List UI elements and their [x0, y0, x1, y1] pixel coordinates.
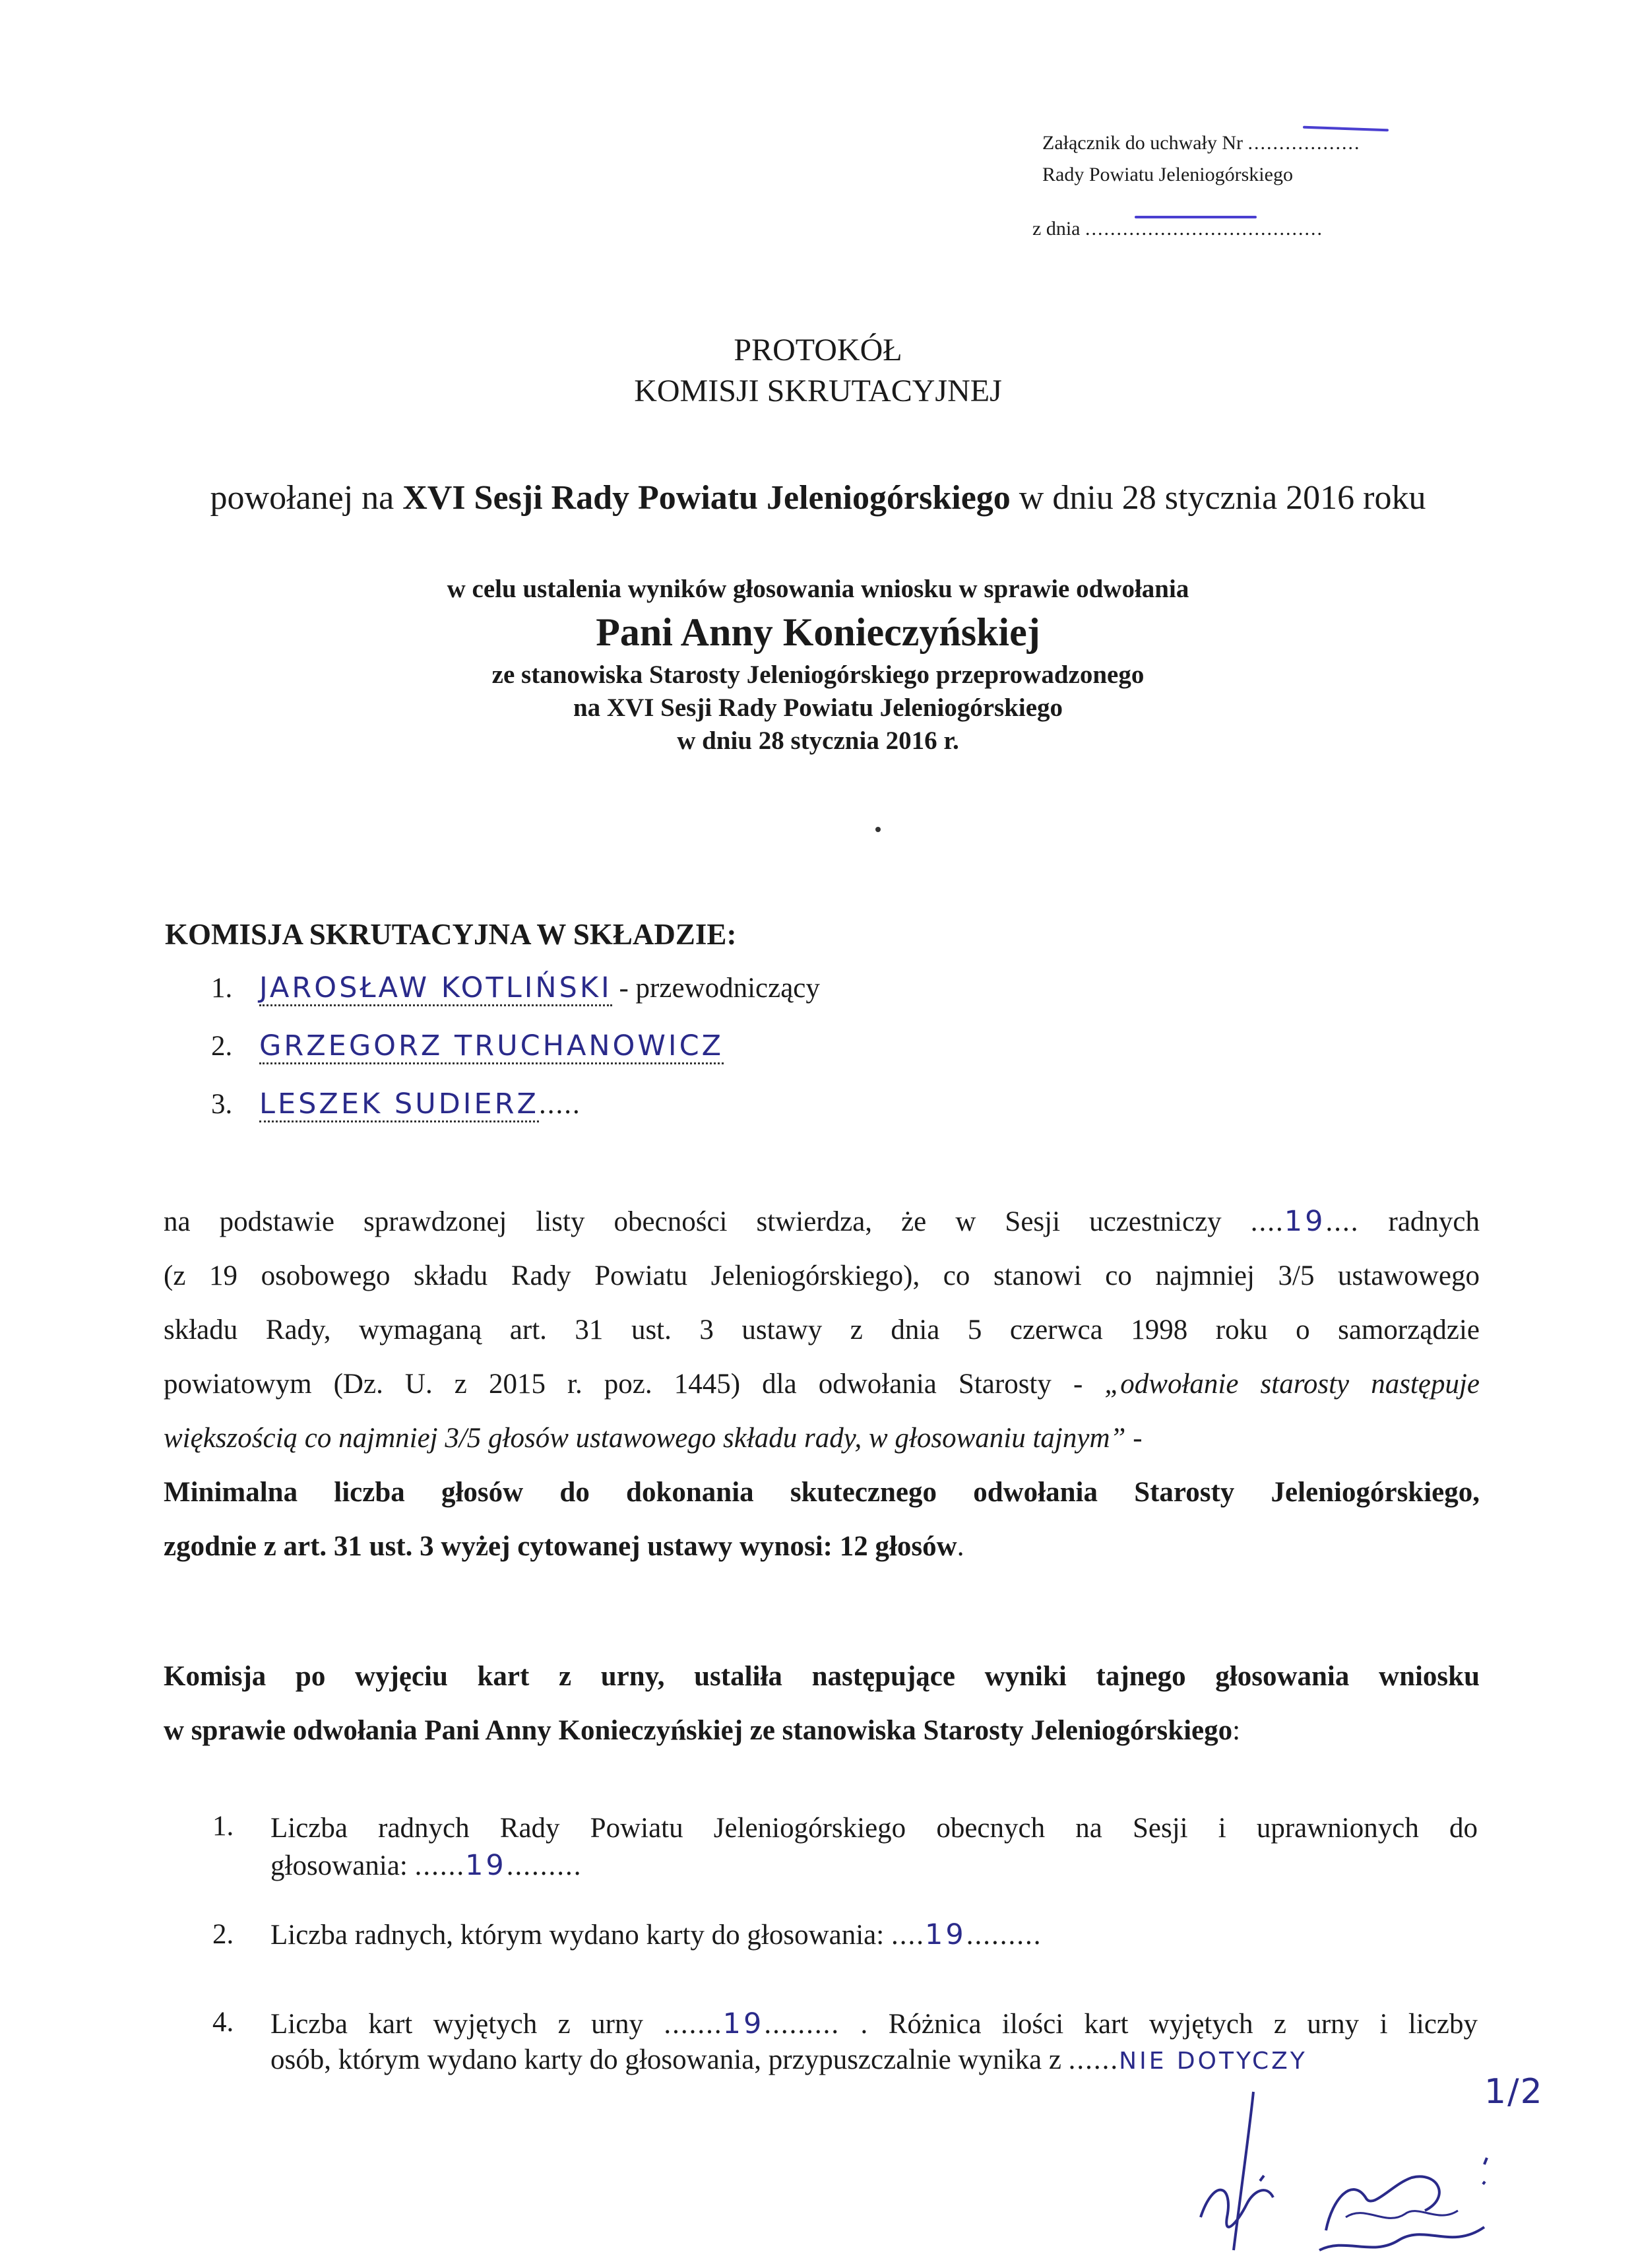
title-line-2: KOMISJI SKRUTACYJNEJ	[634, 373, 1002, 408]
purpose-line-4: na XVI Sesji Rady Powiatu Jeleniogórskiego	[573, 694, 1063, 722]
result-item-4: Liczba kart wyjętych z urny .......19......... . Różnica ilości kart wyjętych z urny i liczby osób, którym wydano karty do głosowania, przypuszczalnie wynika z ......NIE DOTYCZY	[270, 2007, 1478, 2075]
purpose-line-5: w dniu 28 stycznia 2016 r.	[677, 727, 959, 755]
pen-dash-mark	[1303, 126, 1389, 132]
result-2-value-handwritten: 19	[924, 1918, 966, 1951]
minimum-votes-line-2: zgodnie z art. 31 ust. 3 wyżej cytowanej ustawy wynosi: 12 głosów	[164, 1531, 957, 1562]
purpose-line-1: w celu ustalenia wyników głosowania wniosku w sprawie odwołania	[447, 575, 1189, 603]
result-1-prefix: głosowania:	[270, 1850, 415, 1881]
attendance-count-handwritten: 19	[1284, 1205, 1326, 1238]
results-intro-colon: :	[1232, 1715, 1241, 1746]
result-2-prefix: Liczba radnych, którym wydano karty do głosowania:	[270, 1920, 891, 1951]
member-name-handwritten: GRZEGORZ TRUCHANOWICZ	[259, 1029, 724, 1064]
result-1-line-1: Liczba radnych Rady Powiatu Jeleniogórskiego obecnych na Sesji i uprawnionych do	[270, 1813, 1478, 1844]
session-name: XVI Sesji Rady Powiatu Jeleniogórskiego	[402, 479, 1011, 517]
results-intro	[164, 1650, 1480, 1758]
result-item-1: Liczba radnych Rady Powiatu Jeleniogórskiego obecnych na Sesji i uprawnionych do głosowania: ......19.........	[270, 1810, 1478, 1885]
date-dots: ......................................	[1085, 218, 1323, 240]
appointed-suffix: w dniu 28 stycznia 2016 roku	[1010, 479, 1426, 517]
attendance-text-2: (z 19 osobowego składu Rady Powiatu Jeleniogórskiego), co stanowi co najmniej 3/5 ustawowego	[164, 1260, 1480, 1291]
result-4-line-2: osób, którym wydano karty do głosowania, przypuszczalnie wynika z	[270, 2044, 1069, 2075]
attendance-text-4: powiatowym (Dz. U. z 2015 r. poz. 1445) dla odwołania Starosty -	[164, 1369, 1105, 1400]
council-name: Rady Powiatu Jeleniogórskiego	[1042, 164, 1293, 185]
attendance-text-3: składu Rady, wymaganą art. 31 ust. 3 ustawy z dnia 5 czerwca 1998 roku o samorządzie	[164, 1314, 1480, 1345]
purpose-block	[0, 573, 1636, 758]
results-intro-line-1: Komisja po wyjęciu kart z urny, ustaliła następujące wyniki tajnego głosowania wniosku	[164, 1661, 1480, 1692]
member-number: 1.	[211, 973, 233, 1004]
result-4-value-handwritten: 19	[722, 2007, 765, 2040]
result-1-value-handwritten: 19	[465, 1849, 507, 1882]
attendance-text-1b: radnych	[1359, 1206, 1480, 1237]
result-number: 1.	[212, 1811, 234, 1842]
result-number: 2.	[212, 1919, 234, 1950]
committee-member: 3. LESZEK SUDIERZ.....	[211, 1087, 581, 1120]
committee-member	[211, 1029, 724, 1062]
results-intro-line-2: w sprawie odwołania Pani Anny Konieczyńskiej ze stanowiska Starosty Jeleniogórskiego	[164, 1715, 1233, 1746]
member-number: 2.	[211, 1031, 233, 1062]
minimum-votes-period: .	[957, 1531, 964, 1562]
member-number: 3.	[211, 1089, 233, 1120]
member-name-handwritten: JAROSŁAW KOTLIŃSKI	[259, 971, 612, 1006]
appointed-line	[0, 478, 1636, 517]
committee-heading: KOMISJA SKRUTACYJNA W SKŁADZIE:	[165, 918, 737, 951]
attachment-label: Załącznik do uchwały Nr	[1042, 132, 1243, 154]
ink-dot	[875, 827, 881, 832]
attendance-text-5: -	[1125, 1423, 1143, 1454]
result-item-2: Liczba radnych, którym wydano karty do głosowania: ....19.........	[270, 1918, 1042, 1951]
minimum-votes-line-1: Minimalna liczba głosów do dokonania skutecznego odwołania Starosty Jeleniogórskiego,	[164, 1477, 1480, 1508]
attachment-dots: ..................	[1247, 132, 1361, 154]
quote-end: większością co najmniej 3/5 głosów ustawowego składu rady, w głosowaniu tajnym”	[164, 1423, 1126, 1454]
purpose-line-3: ze stanowiska Starosty Jeleniogórskiego przeprowadzonego	[491, 661, 1145, 689]
attendance-text-1: na podstawie sprawdzonej listy obecności stwierdza, że w Sesji uczestniczy	[164, 1206, 1251, 1237]
member-role: - przewodniczący	[612, 973, 820, 1004]
result-4-reason-handwritten: NIE DOTYCZY	[1119, 2048, 1307, 2075]
attendance-paragraph: na podstawie sprawdzonej listy obecności stwierdza, że w Sesji uczestniczy ....19.... radnych (z 19 osobowego składu Rady Powiatu Jeleniogórskiego), co stanowi co najmniej 3/5 ustawowego składu Rady, wymaganą art. 31 ust. 3 ustawy z dnia 5 czerwca 1998 roku o samorządzie powiatowym (Dz. U. z 2015 r. poz. 1445) dla odwołania Starosty - „odwołanie starosty następuje większością co najmniej 3/5 głosów ustawowego składu rady, w głosowaniu tajnym” - Minimalna liczba głosów do dokonania skutecznego odwołania Starosty Jeleniogórskiego, zgodnie z art. 31 ust. 3 wyżej cytowanej ustawy wynosi: 12 głosów.	[164, 1205, 1480, 1562]
result-4-prefix: Liczba kart wyjętych z urny	[270, 2009, 664, 2040]
result-4-suffix: . Różnica ilości kart wyjętych z urny i liczby	[840, 2009, 1478, 2040]
page-number-handwritten: 1/2	[1484, 2072, 1544, 2112]
quote-start: „odwołanie starosty następuje	[1104, 1369, 1480, 1400]
result-number: 4.	[212, 2007, 234, 2038]
attachment-line	[1042, 132, 1361, 154]
committee-member	[211, 971, 820, 1004]
document-title	[0, 330, 1636, 412]
handwritten-signatures	[1174, 2085, 1517, 2263]
member-name-handwritten: LESZEK SUDIERZ	[259, 1087, 539, 1122]
title-line-1: PROTOKÓŁ	[734, 333, 902, 368]
appointed-prefix: powołanej na	[210, 479, 403, 517]
date-label: z dnia	[1032, 218, 1081, 240]
purpose-person-name: Pani Anny Konieczyńskiej	[596, 610, 1040, 654]
date-line	[1032, 218, 1323, 240]
